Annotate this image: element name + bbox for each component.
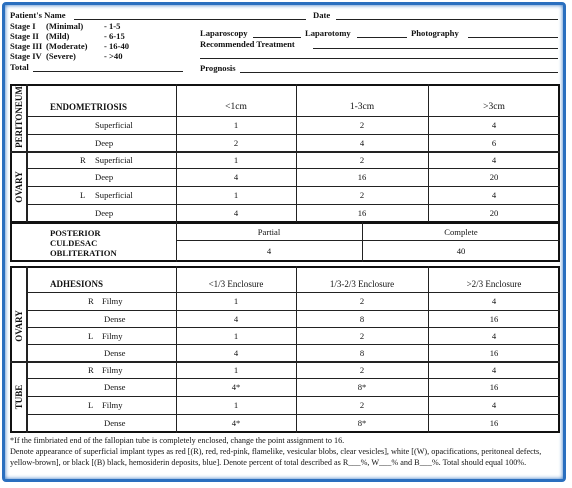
row-value: 4 <box>491 120 497 130</box>
row-value: 2 <box>359 190 365 200</box>
endometriosis-col-2: 1-3cm <box>349 102 375 112</box>
row-side: L <box>88 400 94 410</box>
row-value: 4 <box>233 172 239 182</box>
row-side: R <box>88 365 94 375</box>
stage-2-range: - 6-15 <box>104 31 125 41</box>
laparotomy-line <box>357 37 407 38</box>
row-value: 8* <box>357 382 367 392</box>
stage-3-range: - 16-40 <box>104 41 130 51</box>
prognosis-label: Prognosis <box>200 63 236 73</box>
footnote-implant-types: Denote appearance of superficial implant types as red [(R), red, red-pink, flamelike, vesicular blobs, clear vesicles], white [(W), opacifications, peritoneal defects, yellow-brown], or black [(B) black, hemosiderin deposits, blue]. Denote percent of total described as R___%, W___% and B___%. Total should equal 100%. <box>10 447 542 467</box>
row-value: 4 <box>233 348 239 358</box>
stage-4-name: Stage IV <box>10 51 42 61</box>
row-type: Dense <box>104 382 126 392</box>
row-value: 4 <box>233 314 239 324</box>
endometriosis-title: ENDOMETRIOSIS <box>50 102 128 112</box>
row-value: 4* <box>231 418 241 428</box>
ovary-label-adhesions: OVARY <box>14 310 24 342</box>
partial-value: 4 <box>266 246 272 256</box>
row-value: 4 <box>359 138 365 148</box>
row-value: 4* <box>231 382 241 392</box>
adhesions-col-1: <1/3 Enclosure <box>208 279 264 289</box>
row-type: Deep <box>95 208 114 218</box>
treatment-line-2 <box>200 58 558 59</box>
stage-4-desc: (Severe) <box>46 51 76 61</box>
row-value: 2 <box>359 155 365 165</box>
ovary-label-endometriosis: OVARY <box>14 171 24 203</box>
row-type: Filmy <box>102 331 123 341</box>
photography-line <box>468 37 558 38</box>
row-value: 2 <box>359 120 365 130</box>
row-value: 1 <box>233 155 239 165</box>
patient-name-label: Patient's Name <box>10 10 66 20</box>
row-side: L <box>80 190 86 200</box>
stage-1-range: - 1-5 <box>104 21 121 31</box>
row-value: 4 <box>491 365 497 375</box>
row-value: 2 <box>359 296 365 306</box>
row-value: 4 <box>491 400 497 410</box>
stage-3-name: Stage III <box>10 41 43 51</box>
adhesions-title: ADHESIONS <box>50 279 104 289</box>
row-type: Superficial <box>95 120 133 130</box>
footnote-fimbriated: *If the fimbriated end of the fallopian tube is completely enclosed, change the point assignment to 16. <box>10 436 345 445</box>
row-value: 8 <box>359 314 365 324</box>
row-value: 16 <box>489 314 499 324</box>
complete-label: Complete <box>444 227 478 237</box>
row-value: 2 <box>359 365 365 375</box>
culdesac-line-1: POSTERIOR <box>50 228 101 238</box>
row-side: R <box>88 296 94 306</box>
row-type: Dense <box>104 348 126 358</box>
row-value: 1 <box>233 365 239 375</box>
stage-2-name: Stage II <box>10 31 39 41</box>
row-value: 20 <box>489 172 499 182</box>
row-value: 16 <box>489 382 499 392</box>
row-value: 4 <box>491 155 497 165</box>
tube-label: TUBE <box>14 384 24 410</box>
row-type: Superficial <box>95 190 133 200</box>
row-type: Filmy <box>102 296 123 306</box>
row-value: 1 <box>233 331 239 341</box>
peritoneum-label: PERITONEUM <box>14 86 24 148</box>
row-type: Dense <box>104 314 126 324</box>
complete-value: 40 <box>456 246 466 256</box>
stage-1-name: Stage I <box>10 21 36 31</box>
total-label: Total <box>10 62 29 72</box>
row-value: 4 <box>491 190 497 200</box>
row-value: 1 <box>233 190 239 200</box>
row-type: Deep <box>95 138 114 148</box>
row-value: 16 <box>489 418 499 428</box>
endometriosis-col-3: >3cm <box>483 102 505 112</box>
row-value: 2 <box>233 138 239 148</box>
laparotomy-label: Laparotomy <box>305 28 351 38</box>
laparoscopy-line <box>253 37 301 38</box>
culdesac-line-3: OBLITERATION <box>50 248 117 258</box>
date-label: Date <box>313 10 331 20</box>
row-value: 2 <box>359 400 365 410</box>
prognosis-line <box>240 72 558 73</box>
row-value: 8 <box>359 348 365 358</box>
row-value: 2 <box>359 331 365 341</box>
adhesions-col-3: >2/3 Enclosure <box>466 279 522 289</box>
laparoscopy-label: Laparoscopy <box>200 28 248 38</box>
row-side: R <box>80 155 86 165</box>
row-value: 16 <box>489 348 499 358</box>
row-value: 1 <box>233 400 239 410</box>
adhesions-col-2: 1/3-2/3 Enclosure <box>329 279 395 289</box>
partial-label: Partial <box>257 227 281 237</box>
row-type: Superficial <box>95 155 133 165</box>
row-value: 16 <box>357 208 367 218</box>
row-value: 4 <box>491 296 497 306</box>
row-value: 4 <box>491 331 497 341</box>
row-value: 4 <box>233 208 239 218</box>
total-line <box>33 71 183 72</box>
row-type: Deep <box>95 172 114 182</box>
endometriosis-col-1: <1cm <box>225 102 247 112</box>
row-value: 20 <box>489 208 499 218</box>
row-type: Filmy <box>102 365 123 375</box>
patient-name-line <box>74 19 306 20</box>
row-type: Filmy <box>102 400 123 410</box>
photography-label: Photography <box>411 28 459 38</box>
row-value: 1 <box>233 120 239 130</box>
row-value: 1 <box>233 296 239 306</box>
row-side: L <box>88 331 94 341</box>
row-value: 8* <box>357 418 367 428</box>
row-type: Dense <box>104 418 126 428</box>
stage-4-range: - >40 <box>104 51 123 61</box>
culdesac-line-2: CULDESAC <box>50 238 98 248</box>
date-line <box>336 19 558 20</box>
recommended-treatment-line <box>313 48 558 49</box>
row-value: 16 <box>357 172 367 182</box>
stage-3-desc: (Moderate) <box>46 41 88 51</box>
stage-1-desc: (Minimal) <box>46 21 84 31</box>
row-value: 6 <box>491 138 497 148</box>
stage-2-desc: (Mild) <box>46 31 70 41</box>
recommended-treatment-label: Recommended Treatment <box>200 39 295 49</box>
